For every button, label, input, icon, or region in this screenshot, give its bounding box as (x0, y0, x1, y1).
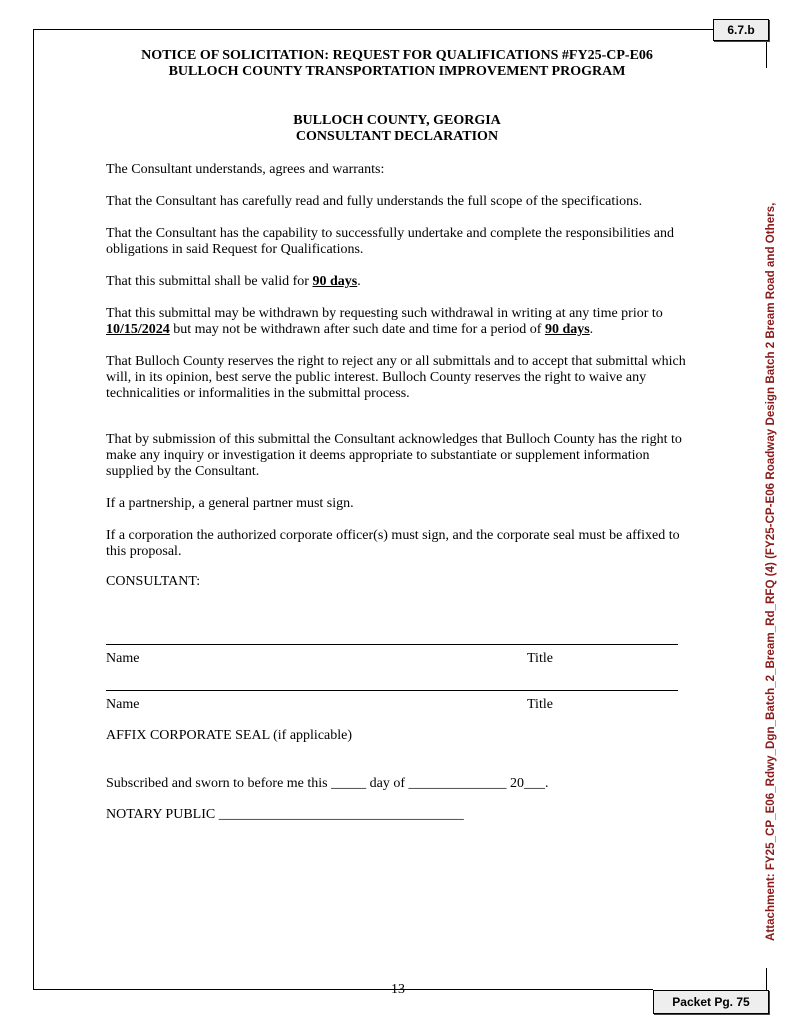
scope-paragraph: That the Consultant has carefully read and fully understands the full scope of the specifications. (106, 194, 643, 209)
partnership-paragraph: If a partnership, a general partner must sign. (106, 496, 354, 511)
corporate-seal-label: AFFIX CORPORATE SEAL (if applicable) (106, 728, 353, 743)
page-number: 13 (391, 982, 405, 997)
inquiry-paragraph: That by submission of this submittal the Consultant acknowledges that Bulloch County has the right to make any inquiry or investigation it deems appropriate to substantiate or supplement information supplied by the Consultant. (106, 432, 682, 479)
withdrawal-text: That this submittal may be withdrawn by requesting such withdrawal in writing at any time prior to (106, 306, 663, 321)
sworn-statement: Subscribed and sworn to before me this _____ day of ______________ 20___. (106, 776, 549, 791)
county-heading: BULLOCH COUNTY, GEORGIA (293, 113, 501, 128)
packet-page-tag: Packet Pg. 75 (653, 990, 769, 1014)
attachment-side-label: Attachment: FY25_CP_E06_Rdwy_Dgn_Batch_2_Bream_Rd_RFQ (4) (FY25-CP-E06 Roadway Design Batch 2 Bream Road and Others, (764, 202, 777, 941)
frame-right-top-border (766, 40, 767, 68)
signature-line-1[interactable] (106, 644, 678, 645)
signature-row-1 (106, 651, 688, 667)
title-label-1: Title (527, 651, 553, 666)
capability-paragraph: That the Consultant has the capability to successfully undertake and complete the responsibilities and obligations in said Request for Qualifications. (106, 226, 675, 257)
notary-public-line: NOTARY PUBLIC ___________________________________ (106, 807, 464, 822)
frame-left-border (33, 29, 34, 989)
consultant-label: CONSULTANT: (106, 574, 201, 589)
intro-paragraph: The Consultant understands, agrees and warrants: (106, 162, 385, 177)
frame-top-border (33, 29, 713, 30)
declaration-heading: CONSULTANT DECLARATION (295, 129, 499, 144)
reservation-paragraph: That Bulloch County reserves the right to reject any or all submittals and to accept that submittal which will, in its opinion, best serve the public interest. Bulloch County reserves the right to waive any technicalities or informalities in the submittal process. (106, 354, 686, 401)
validity-end: . (357, 274, 361, 289)
withdrawal-paragraph (106, 306, 688, 338)
title-label-2: Title (527, 697, 553, 712)
withdrawal-date: 10/15/2024 (106, 322, 170, 337)
name-label-1: Name (106, 651, 140, 666)
validity-text: That this submittal shall be valid for (106, 274, 313, 289)
name-label-2: Name (106, 697, 140, 712)
validity-paragraph (106, 274, 688, 290)
validity-days: 90 days (312, 274, 358, 289)
signature-row-2 (106, 697, 688, 713)
withdrawal-mid: but may not be withdrawn after such date and time for a period of (169, 322, 545, 337)
withdrawal-days: 90 days (544, 322, 590, 337)
signature-line-2[interactable] (106, 690, 678, 691)
notice-title-line1: NOTICE OF SOLICITATION: REQUEST FOR QUALIFICATIONS #FY25-CP-E06 (141, 48, 653, 63)
frame-bottom-border (33, 989, 653, 990)
agenda-item-tag: 6.7.b (713, 19, 769, 41)
document-body (106, 48, 688, 823)
notice-title-line2: BULLOCH COUNTY TRANSPORTATION IMPROVEMENT PROGRAM (168, 64, 626, 79)
frame-right-bottom-border (766, 968, 767, 990)
corporation-paragraph: If a corporation the authorized corporate officer(s) must sign, and the corporate seal must be affixed to this proposal. (106, 528, 680, 559)
withdrawal-end: . (589, 322, 594, 337)
